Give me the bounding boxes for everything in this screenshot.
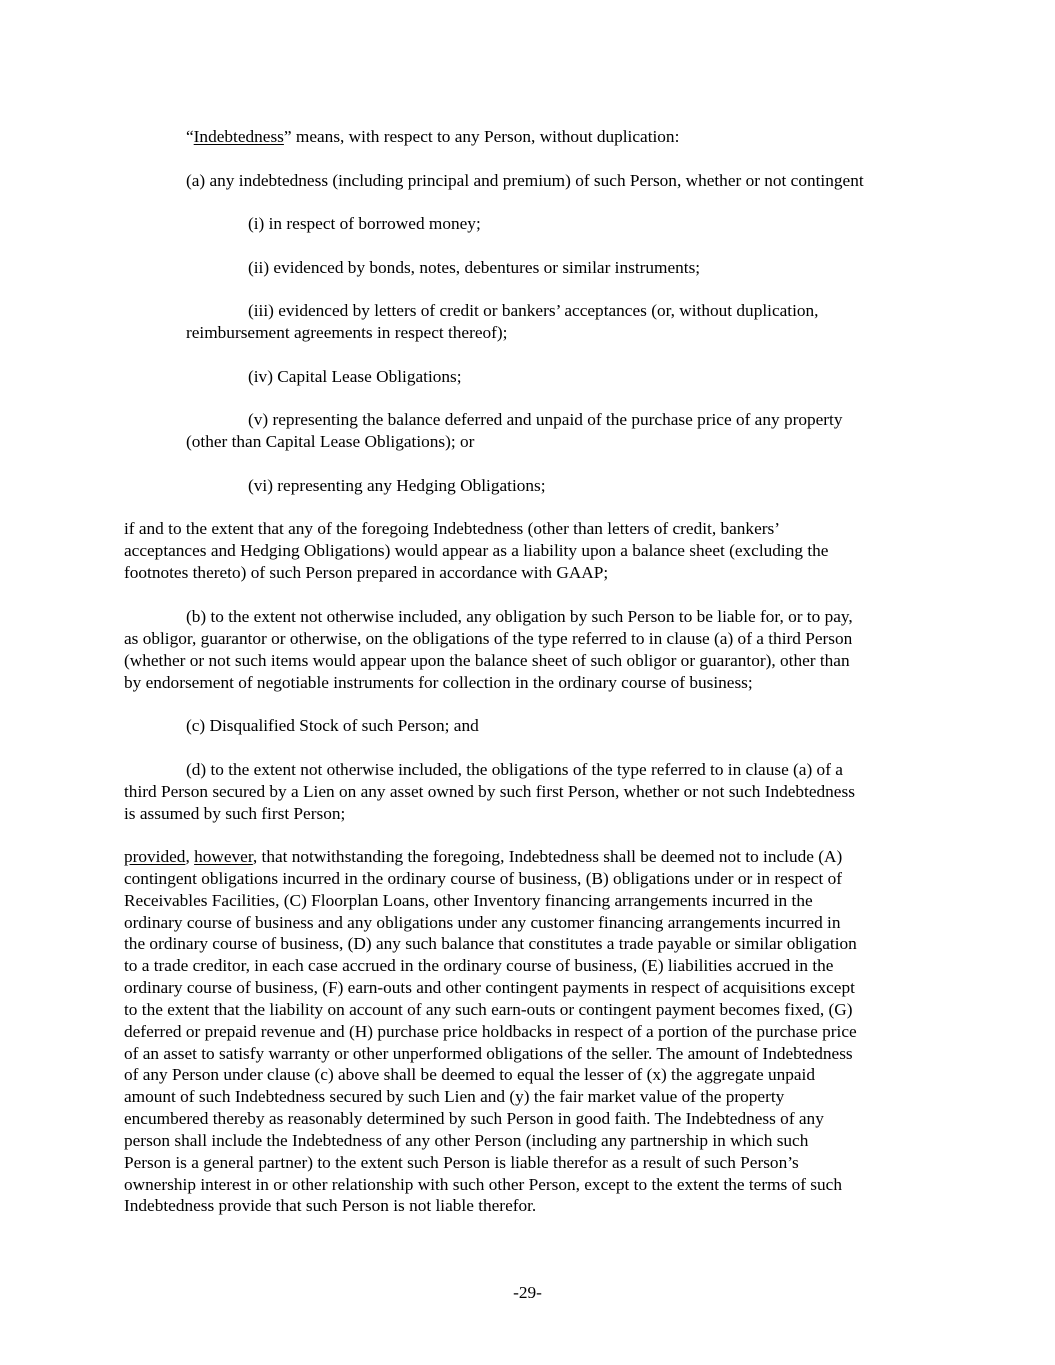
sub-clause-ii: (ii) evidenced by bonds, notes, debentures or similar instruments; [248,258,701,277]
open-quote: “ [186,127,194,146]
proviso-line: ordinary course of business and any obligations under any customer financing arrangements incurred in [124,913,841,932]
proviso-line: Person is a general partner) to the extent such Person is liable therefor as a result of such Person’s [124,1153,799,1172]
proviso-line: Indebtedness provide that such Person is not liable therefor. [124,1196,537,1215]
sub-clause-v-line-1: (v) representing the balance deferred and unpaid of the purchase price of any property [248,410,843,429]
clause-b-line: (whether or not such items would appear upon the balance sheet of such obligor or guarantor), other than [124,651,850,670]
proviso-line: to the extent that the liability on account of any such earn-outs or contingent payment becomes fixed, (G) [124,1000,853,1019]
proviso-line: deferred or prepaid revenue and (H) purchase price holdbacks in respect of a portion of the purchase price [124,1022,857,1041]
sub-clause-v-line-2: (other than Capital Lease Obligations); or [186,432,475,451]
proviso-line: the ordinary course of business, (D) any such balance that constitutes a trade payable or similar obligation [124,934,857,953]
clause-d-line: (d) to the extent not otherwise included, the obligations of the type referred to in clause (a) of a [186,760,843,779]
proviso-line: Receivables Facilities, (C) Floorplan Loans, other Inventory financing arrangements incurred in the [124,891,813,910]
proviso-comma: , [185,847,195,866]
clause-c: (c) Disqualified Stock of such Person; and [186,716,479,735]
sub-clause-iii-line-2: reimbursement agreements in respect thereof); [186,323,508,342]
defined-term: Indebtedness [193,127,284,146]
definition-intro: ” means, with respect to any Person, without duplication: [283,127,680,146]
proviso-line: ordinary course of business, (F) earn-outs and other contingent payments in respect of acquisitions except [124,978,855,997]
proviso-first-line [124,846,842,868]
sub-clause-iii-line-1: (iii) evidenced by letters of credit or bankers’ acceptances (or, without duplication, [248,301,819,320]
clause-a: (a) any indebtedness (including principal and premium) of such Person, whether or not contingent [186,171,864,190]
proviso-line: amount of such Indebtedness secured by such Lien and (y) the fair market value of the property [124,1087,785,1106]
proviso-line: contingent obligations incurred in the ordinary course of business, (B) obligations under or in respect of [124,869,842,888]
proviso-line: of any Person under clause (c) above shall be deemed to equal the lesser of (x) the aggregate unpaid [124,1065,815,1084]
definition-heading [186,126,679,148]
sub-clause-vi: (vi) representing any Hedging Obligations; [248,476,546,495]
page-number: -29- [513,1283,542,1302]
provided-term: provided [124,847,186,866]
clause-d-line: is assumed by such first Person; [124,804,346,823]
clause-b-line: by endorsement of negotiable instruments for collection in the ordinary course of business; [124,673,753,692]
if-extent-line: acceptances and Hedging Obligations) would appear as a liability upon a balance sheet (excluding the [124,541,829,560]
proviso-first-rest: , that notwithstanding the foregoing, Indebtedness shall be deemed not to include (A) [252,847,843,866]
proviso-line: person shall include the Indebtedness of any other Person (including any partnership in which such [124,1131,809,1150]
clause-b-line: (b) to the extent not otherwise included, any obligation by such Person to be liable for, or to pay, [186,607,853,626]
if-extent-line: footnotes thereto) of such Person prepared in accordance with GAAP; [124,563,609,582]
clause-b-line: as obligor, guarantor or otherwise, on the obligations of the type referred to in clause (a) of a third Person [124,629,853,648]
if-extent-line: if and to the extent that any of the foregoing Indebtedness (other than letters of credit, bankers’ [124,519,780,538]
proviso-line: encumbered thereby as reasonably determined by such Person in good faith. The Indebtedness of any [124,1109,824,1128]
clause-d-line: third Person secured by a Lien on any asset owned by such first Person, whether or not such Indebtedness [124,782,855,801]
sub-clause-i: (i) in respect of borrowed money; [248,214,481,233]
sub-clause-iv: (iv) Capital Lease Obligations; [248,367,462,386]
proviso-line: ownership interest in or other relationship with such other Person, except to the extent the terms of such [124,1175,842,1194]
proviso-line: to a trade creditor, in each case accrued in the ordinary course of business, (E) liabilities accrued in the [124,956,834,975]
however-term: however [194,847,253,866]
proviso-line: of an asset to satisfy warranty or other unperformed obligations of the seller. The amount of Indebtedness [124,1044,853,1063]
